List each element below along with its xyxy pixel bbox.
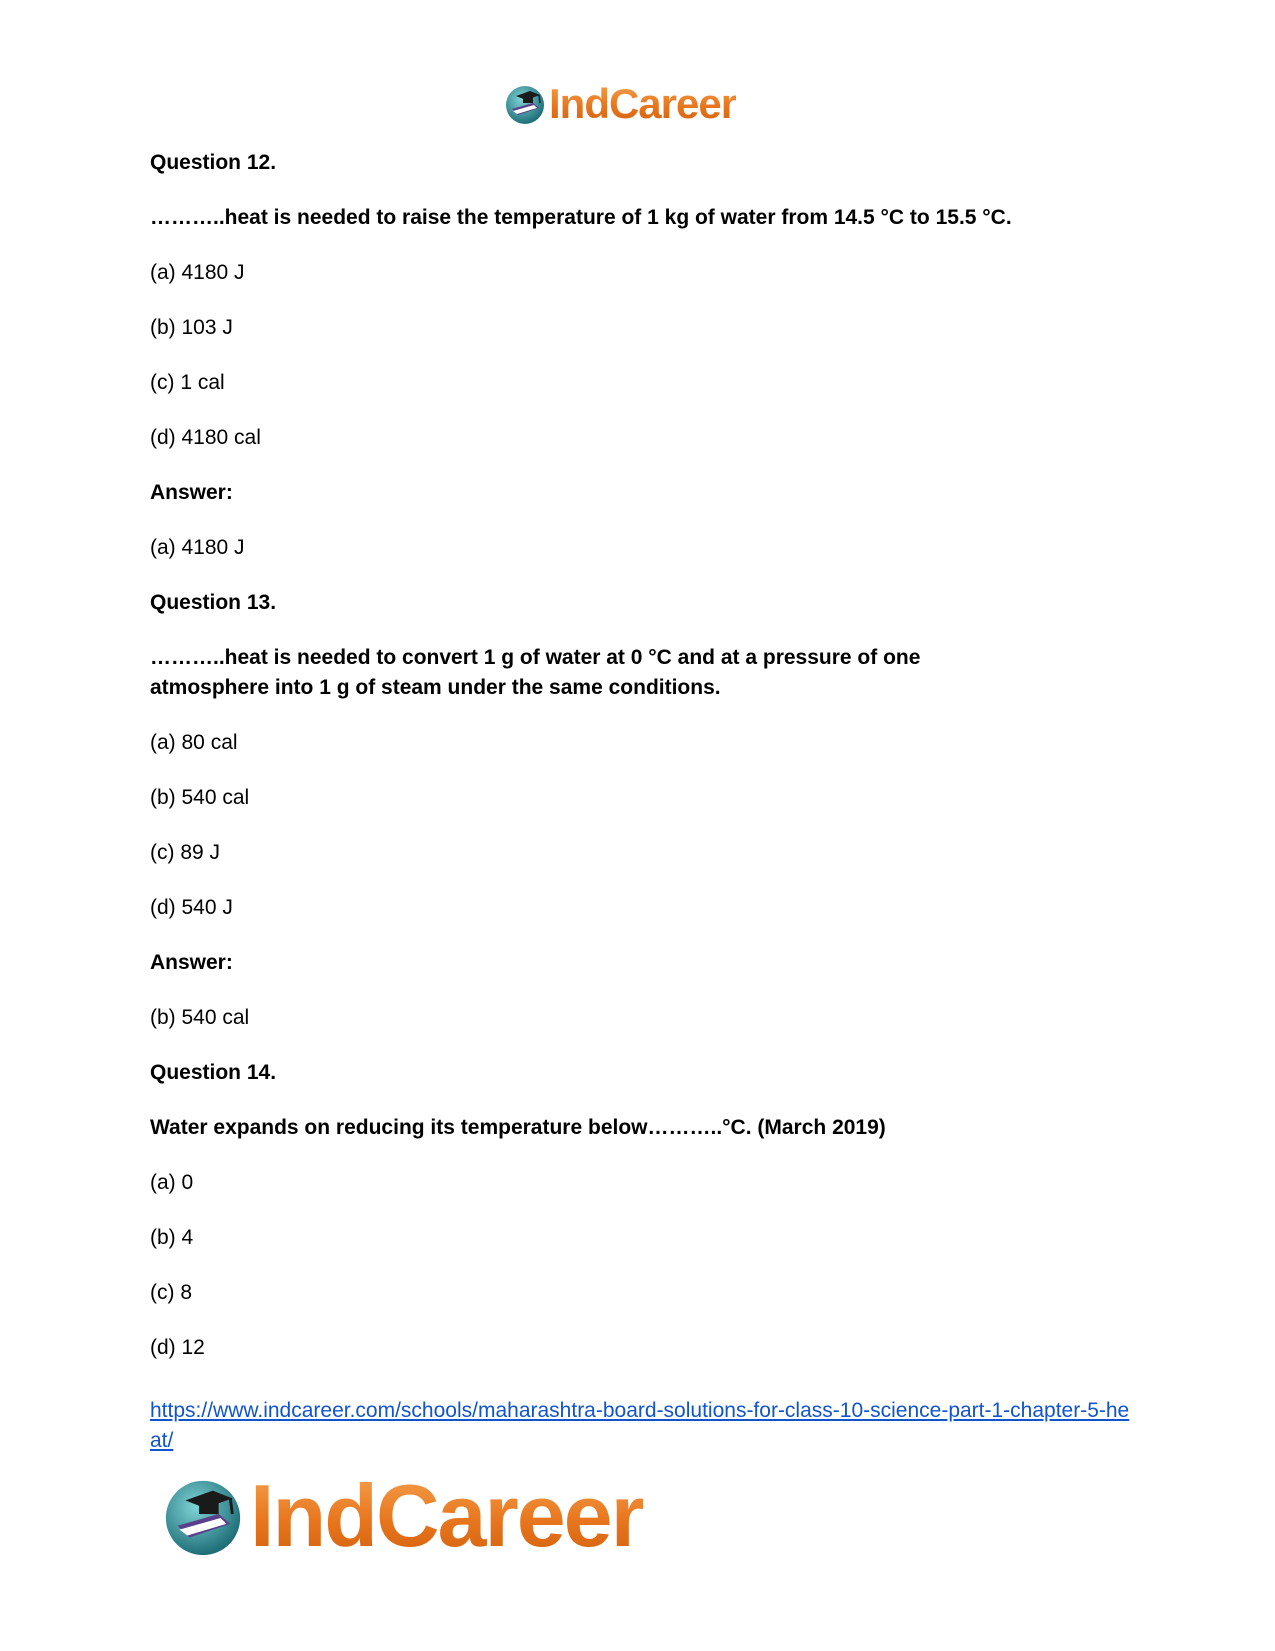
option-c: (c) 89 J <box>150 841 221 864</box>
question-text: ………..heat is needed to raise the temperature of 1 kg of water from 14.5 °C to 15.5 °C. <box>150 206 1012 229</box>
option-a: (a) 4180 J <box>150 261 245 284</box>
brand-wordmark: IndCareer <box>250 1466 643 1565</box>
question-title: Question 13. <box>150 591 277 614</box>
brand-wordmark: IndCareer <box>549 80 737 127</box>
header-logo <box>503 80 736 128</box>
option-c: (c) 8 <box>150 1281 192 1304</box>
option-a: (a) 0 <box>150 1171 194 1194</box>
answer-label: Answer: <box>150 951 233 974</box>
footer-logo <box>160 1468 643 1564</box>
answer-label: Answer: <box>150 481 233 504</box>
option-c: (c) 1 cal <box>150 371 225 394</box>
answer-value: (a) 4180 J <box>150 536 245 559</box>
option-d: (d) 12 <box>150 1336 205 1359</box>
question-title: Question 14. <box>150 1061 277 1084</box>
option-b: (b) 103 J <box>150 316 233 339</box>
option-d: (d) 540 J <box>150 896 233 919</box>
globe-book-icon <box>503 82 547 126</box>
question-text: Water expands on reducing its temperature below………..°C. (March 2019) <box>150 1116 886 1139</box>
globe-book-icon <box>160 1473 246 1559</box>
question-title: Question 12. <box>150 151 277 174</box>
option-a: (a) 80 cal <box>150 731 238 754</box>
answer-value: (b) 540 cal <box>150 1006 250 1029</box>
option-b: (b) 540 cal <box>150 786 250 809</box>
question-text: ………..heat is needed to convert 1 g of water at 0 °C and at a pressure of one atmosphere into 1 g of steam under the same conditions. <box>150 646 921 699</box>
option-b: (b) 4 <box>150 1226 194 1249</box>
source-link[interactable]: https://www.indcareer.com/schools/maharashtra-board-solutions-for-class-10-science-part-1-chapter-5-heat/ <box>150 1399 1130 1452</box>
document-body <box>150 148 1130 1456</box>
option-d: (d) 4180 cal <box>150 426 261 449</box>
